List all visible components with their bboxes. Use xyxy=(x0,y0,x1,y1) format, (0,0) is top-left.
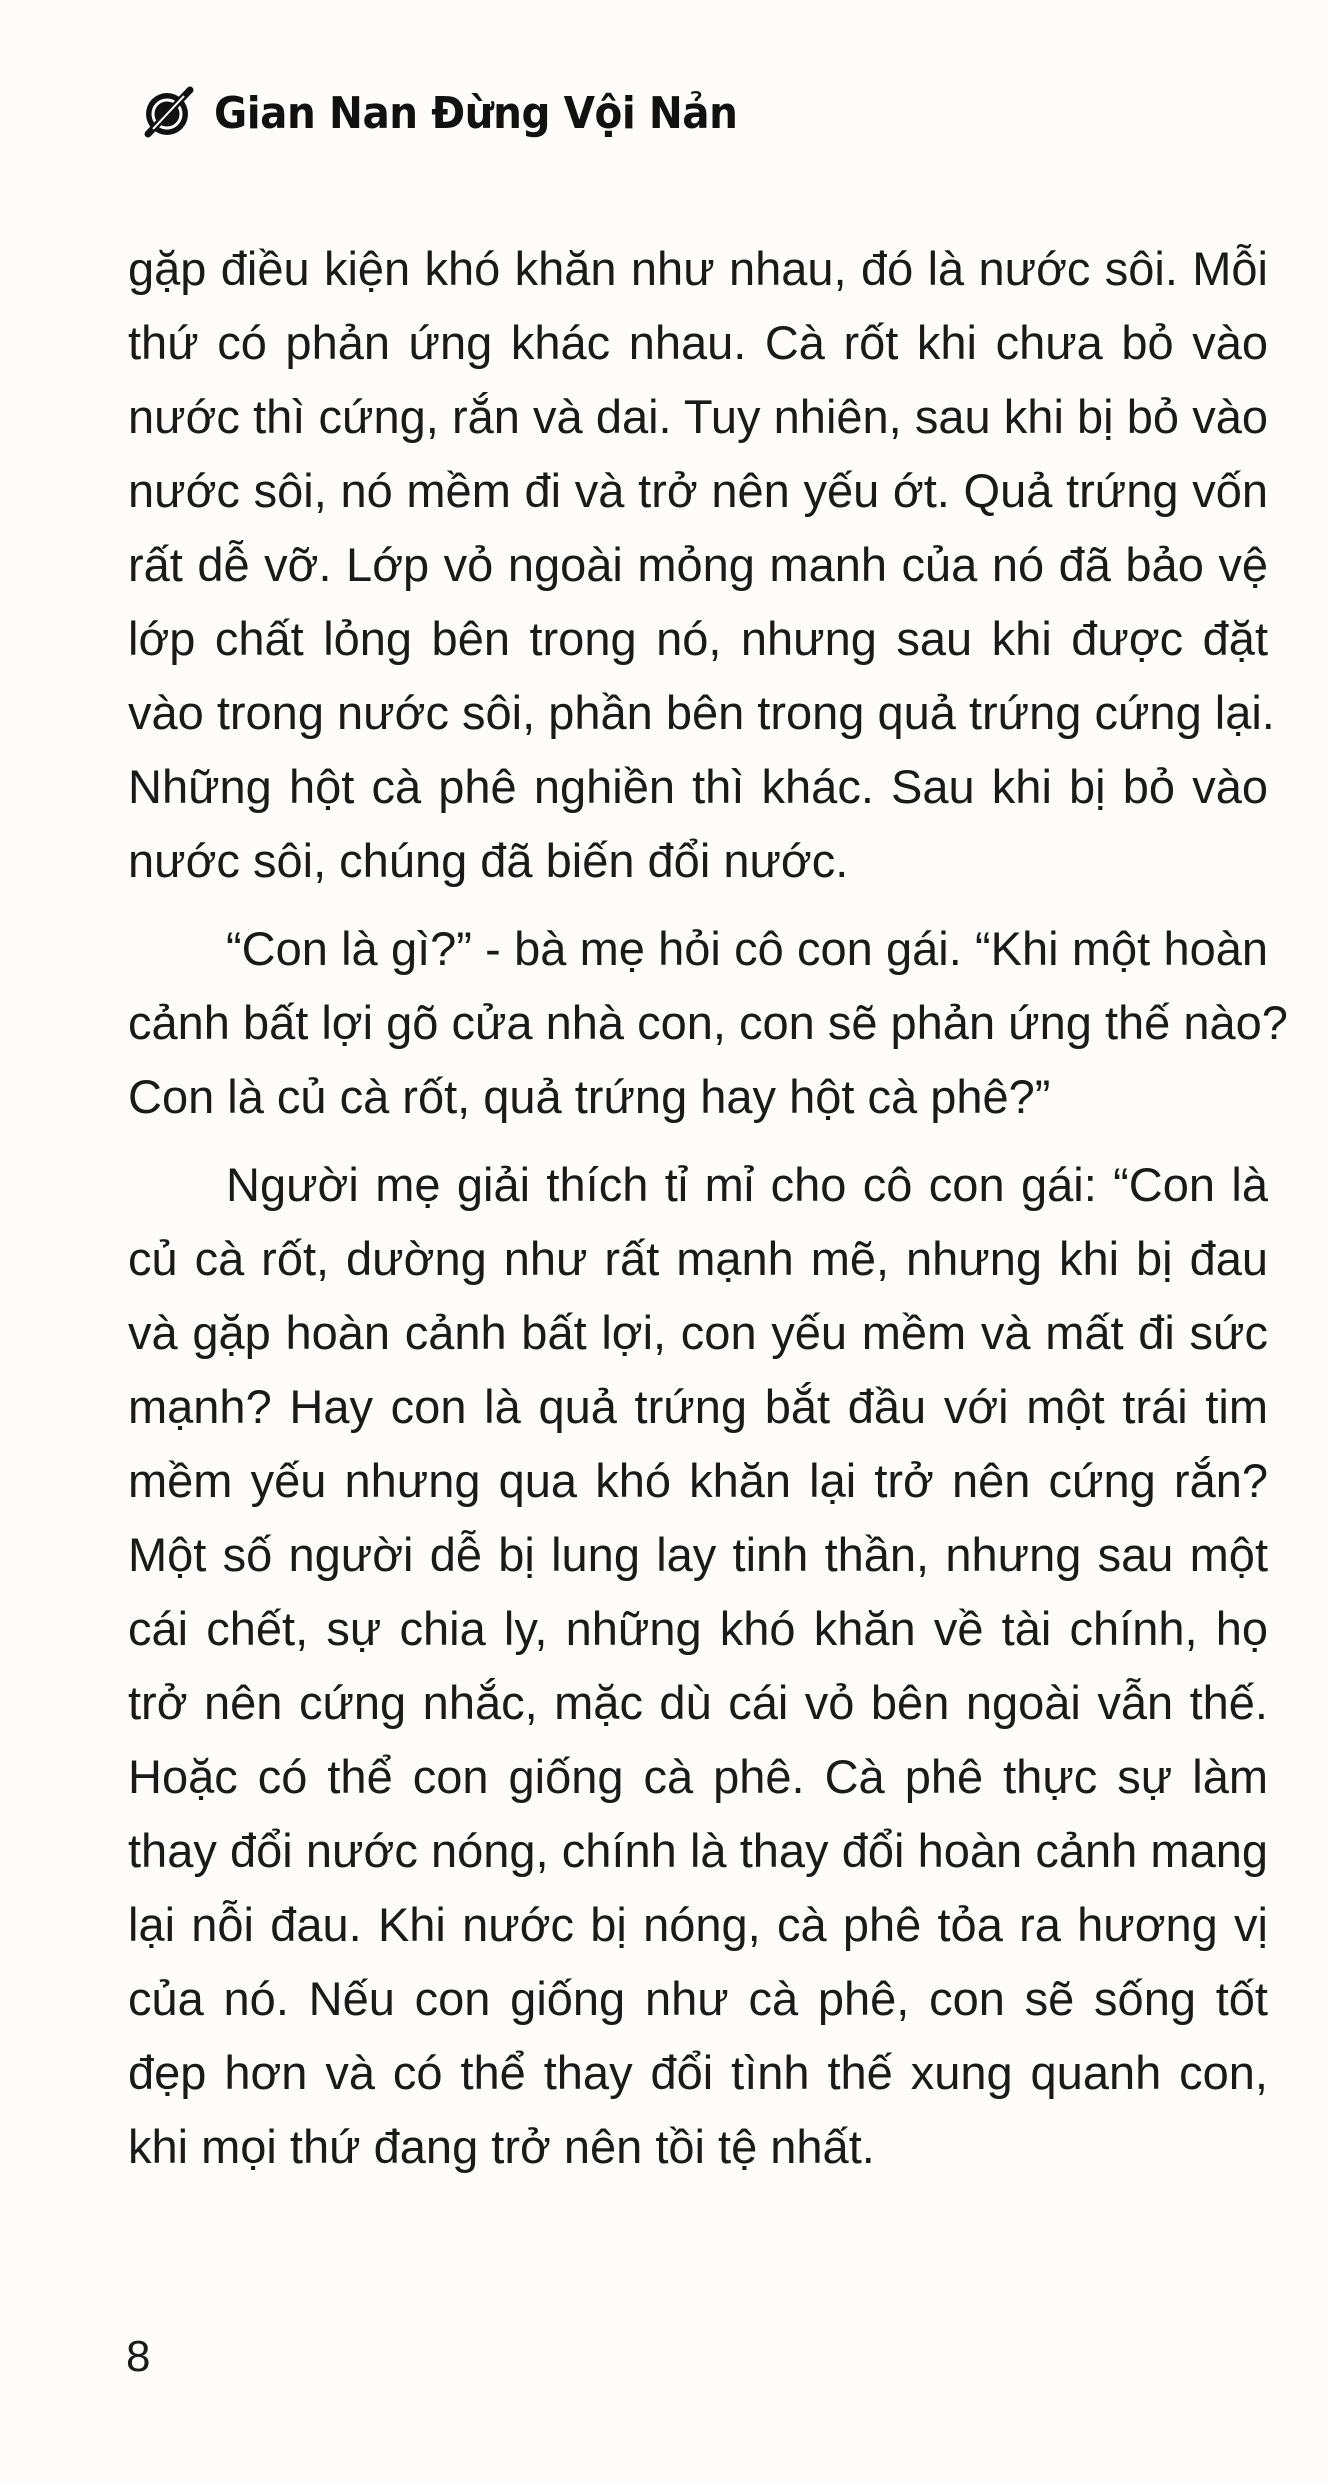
running-header xyxy=(138,78,783,148)
text-line: đẹp hơn và có thể thay đổi tình thế xung quanh con, xyxy=(128,2046,1268,2099)
text-line: trở nên cứng nhắc, mặc dù cái vỏ bên ngoài vẫn thế. xyxy=(128,1676,1268,1729)
paragraph xyxy=(128,1148,1268,2184)
text-line: lớp chất lỏng bên trong nó, nhưng sau khi được đặt xyxy=(128,612,1268,665)
text-line: rất dễ vỡ. Lớp vỏ ngoài mỏng manh của nó đã bảo vệ xyxy=(128,538,1268,591)
text-line: nước sôi, chúng đã biến đổi nước. xyxy=(128,834,849,887)
text-line: mạnh? Hay con là quả trứng bắt đầu với một trái tim xyxy=(128,1380,1268,1433)
paragraph-gap xyxy=(128,898,1268,912)
text-line: Người mẹ giải thích tỉ mỉ cho cô con gái: “Con là xyxy=(226,1158,1268,1211)
paragraph xyxy=(128,912,1288,1134)
text-line: vào trong nước sôi, phần bên trong quả trứng cứng lại. xyxy=(128,686,1275,739)
text-line: củ cà rốt, dường như rất mạnh mẽ, nhưng khi bị đau xyxy=(128,1232,1268,1285)
text-line: gặp điều kiện khó khăn như nhau, đó là nước sôi. Mỗi xyxy=(128,242,1268,295)
text-line: Hoặc có thể con giống cà phê. Cà phê thực sự làm xyxy=(128,1750,1268,1803)
text-line: Một số người dễ bị lung lay tinh thần, nhưng sau một xyxy=(128,1528,1268,1581)
text-line: thay đổi nước nóng, chính là thay đổi hoàn cảnh mang xyxy=(128,1824,1268,1877)
text-line: cảnh bất lợi gõ cửa nhà con, con sẽ phản ứng thế nào? xyxy=(128,996,1288,1049)
text-line: cái chết, sự chia ly, những khó khăn về tài chính, họ xyxy=(128,1602,1268,1655)
text-line: thứ có phản ứng khác nhau. Cà rốt khi chưa bỏ vào xyxy=(128,316,1268,369)
paragraph-gap xyxy=(128,1134,1268,1148)
paragraph xyxy=(128,232,1275,898)
body-text xyxy=(128,232,1288,2184)
page-number: 8 xyxy=(126,2332,151,2381)
text-line: nước thì cứng, rắn và dai. Tuy nhiên, sau khi bị bỏ vào xyxy=(128,390,1268,443)
text-line: của nó. Nếu con giống như cà phê, con sẽ sống tốt xyxy=(128,1972,1268,2025)
text-line: lại nỗi đau. Khi nước bị nóng, cà phê tỏa ra hương vị xyxy=(128,1898,1268,1951)
book-title: Gian Nan Đừng Vội Nản xyxy=(214,87,738,139)
pen-circle-icon xyxy=(138,84,196,142)
text-line: Con là củ cà rốt, quả trứng hay hột cà phê?” xyxy=(128,1070,1051,1123)
text-line: và gặp hoàn cảnh bất lợi, con yếu mềm và mất đi sức xyxy=(128,1306,1268,1359)
text-line: Những hột cà phê nghiền thì khác. Sau khi bị bỏ vào xyxy=(128,760,1268,813)
text-line: khi mọi thứ đang trở nên tồi tệ nhất. xyxy=(128,2120,875,2173)
text-line: “Con là gì?” - bà mẹ hỏi cô con gái. “Khi một hoàn xyxy=(226,922,1268,975)
text-line: nước sôi, nó mềm đi và trở nên yếu ớt. Quả trứng vốn xyxy=(128,464,1268,517)
text-line: mềm yếu nhưng qua khó khăn lại trở nên cứng rắn? xyxy=(128,1454,1268,1507)
